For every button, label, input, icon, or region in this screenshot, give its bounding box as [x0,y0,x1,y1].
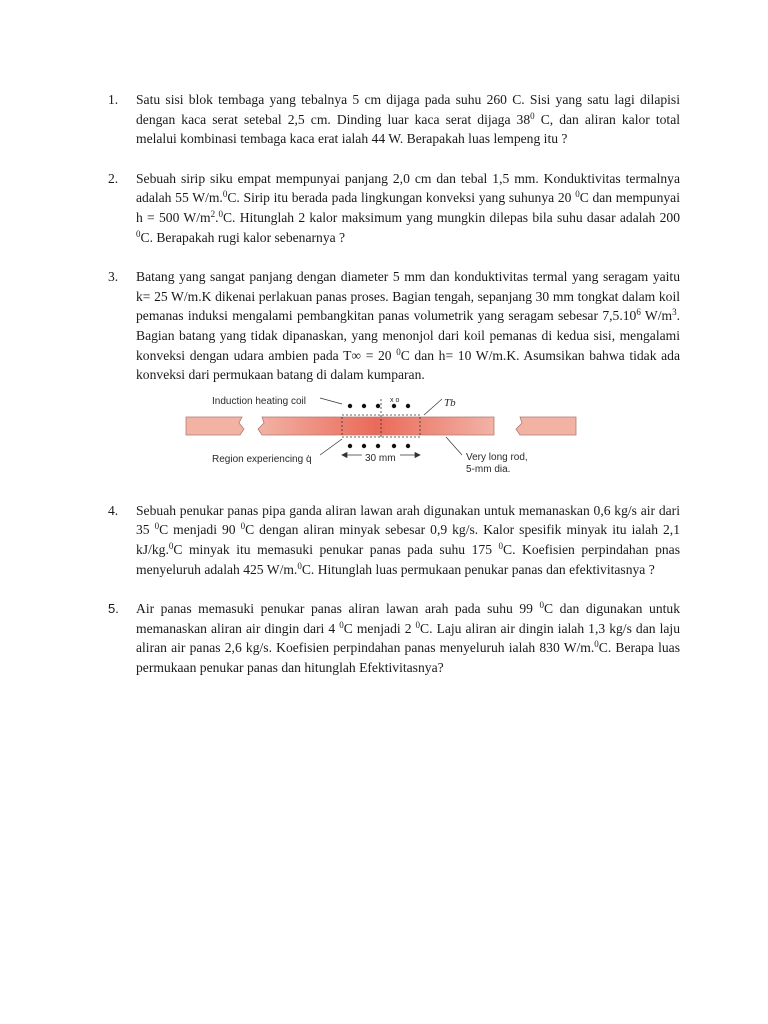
superscript: 0 [218,208,223,219]
text-run: Sebuah sirip siku empat mempunyai panjang 2,0 cm dan tebal 1,5 mm. Konduktivitas termalnya adalah 55 W/m. [136,170,680,206]
rod-leader [446,437,462,455]
problem-number: 2. [108,170,119,186]
superscript: 0 [339,619,344,630]
coil-leader [320,398,342,404]
superscript: 6 [636,307,641,318]
problem-item-5 [108,599,680,677]
text-run: . Bagian batang yang tidak dipanaskan, yang menonjol dari koil pemanas di kedua sisi, mengalami konveksi dengan udara ambien pada T∞ = 20 [136,308,680,363]
text-run: C. Berapakah rugi kalor sebenarnya ? [140,229,346,245]
label-very-long-rod: Very long rod, [466,451,528,463]
rod-segment-center [258,417,494,435]
label-tb: Tb [444,396,456,409]
problem-item-2 [108,169,680,247]
superscript: 0 [396,346,401,357]
problem-item-1 [108,90,680,149]
label-x-origin: x o [390,396,400,404]
problem-text [136,599,680,677]
superscript: 0 [575,189,580,200]
text-run: C. Hitunglah luas permukaan penukar panas dan efektivitasnya ? [301,561,655,577]
superscript: 0 [530,110,535,121]
problem-text [136,267,680,385]
superscript: 0 [136,228,141,239]
text-run: Satu sisi blok tembaga yang tebalnya 5 cm dijaga pada suhu 260 C. Sisi yang satu lagi dilapisi dengan kaca serat setebal 2,5 cm. Dinding luar kaca serat dijaga 38 [136,92,680,127]
text-run: C dan digunakan untuk memanaskan aliran air dingin dari 4 [136,601,681,636]
problem-item-4 [108,501,680,579]
text-run: C minyak itu memasuki penukar panas pada suhu 175 [173,541,499,557]
superscript: 2 [210,208,216,219]
superscript: 0 [297,560,302,571]
rod-segment-left [186,417,244,435]
rod-segment-right [516,417,576,435]
problem-number: 5. [108,601,119,617]
superscript: 0 [168,540,174,551]
label-induction-coil: Induction heating coil [212,395,306,407]
superscript: 0 [594,639,599,650]
problem-number: 1. [108,92,119,107]
superscript: 0 [498,540,504,551]
tb-leader [424,399,442,415]
text-run: C dengan aliran minyak sebesar 0,9 kg/s. Kalor spesifik minyak itu ialah 2,1 kJ/kg. [136,522,680,557]
problem-text [136,501,680,579]
problem-number: 4. [108,502,119,518]
text-run: . [215,209,219,225]
text-run: Air panas memasuki penukar panas aliran lawan arah pada suhu 99 [136,601,540,617]
text-run: Batang yang sangat panjang dengan diameter 5 mm dan konduktivitas termal yang seragam yaitu k= 25 W/m.K dikenai perlakuan panas proses. Bagian tengah, sepanjang 30 mm tongkat dalam koil pemanas induksi mengalami pembangkitan panas volumetrik yang seragam sebesar 7,5.10 [136,269,680,324]
region-leader [320,439,342,455]
superscript: 3 [672,307,677,318]
problem-list [108,90,680,697]
superscript: 0 [240,521,246,532]
induction-rod-figure [184,389,664,481]
problem-item-3 [108,267,680,481]
text-run: C. Berapa luas permukaan penukar panas dan hitunglah Efektivitasnya? [136,640,680,675]
label-region-q: Region experiencing q̇ [212,453,312,465]
text-run: C, dan aliran kalor total melalui kombinasi tembaga kaca erat ialah 44 W. Berapakah luas lempeng itu ? [136,111,681,147]
superscript: 0 [415,619,421,630]
text-run: C. Sirip itu berada pada lingkungan konveksi yang suhunya 20 [227,190,576,206]
text-run: C dan h= 10 W/m.K. Asumsikan bahwa tidak ada konveksi dari permukaan batang di dalam kumparan. [136,347,680,383]
text-run: C menjadi 2 [343,620,416,636]
text-run: C menjadi 90 [159,522,241,538]
text-run: C. Hitunglah 2 kalor maksimum yang mungkin dilepas bila suhu dasar adalah 200 [222,209,680,225]
superscript: 0 [539,600,545,611]
problem-text [136,169,680,247]
text-run: C. Koefisien perpindahan pnas menyeluruh adalah 425 W/m. [136,541,680,577]
text-run: Sebuah penukar panas pipa ganda aliran lawan arah digunakan untuk memanaskan 0,6 kg/s air dari 35 [136,502,680,538]
label-30mm: 30 mm [365,452,396,464]
superscript: 0 [222,189,228,200]
problem-number: 3. [108,269,119,285]
text-run: W/m [640,308,673,324]
superscript: 0 [154,521,160,532]
label-rod-diameter: 5-mm dia. [466,463,511,475]
problem-text [136,90,680,149]
text-run: C. Laju aliran air dingin ialah 1,3 kg/s dan laju aliran air panas 2,6 kg/s. Koefisien perpindahan panas menyeluruh ialah 830 W/m. [136,620,680,656]
text-run: C dan mempunyai h = 500 W/m [136,190,680,225]
